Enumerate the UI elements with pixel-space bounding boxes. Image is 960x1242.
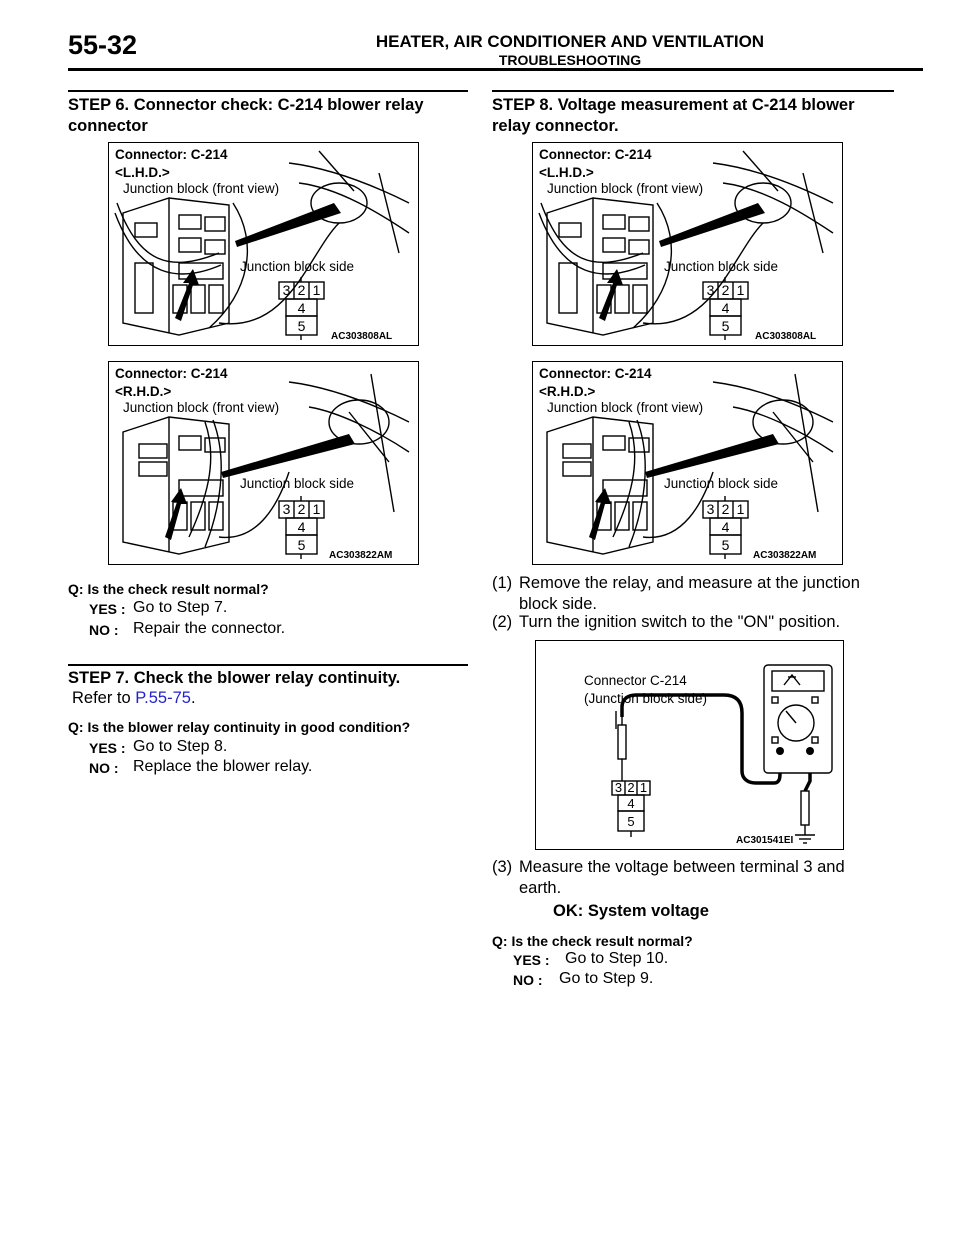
pin-5: 5 [297, 537, 306, 553]
step8-item3: Measure the voltage between terminal 3 and earth. [519, 858, 845, 897]
step7-rule [68, 664, 468, 666]
pin-2: 2 [297, 501, 306, 517]
pin-2: 2 [297, 282, 306, 298]
pin-3: 3 [282, 282, 291, 298]
pin-5: 5 [721, 318, 730, 334]
pin-2: 2 [721, 282, 730, 298]
pin-1: 1 [736, 501, 745, 517]
pin-2: 2 [627, 780, 635, 795]
pin-3: 3 [706, 282, 715, 298]
fig-front-view-label: Junction block (front view) [123, 181, 280, 196]
figure-rhd-step8 [532, 361, 843, 565]
fig-code: AC303822AM [329, 550, 393, 561]
pin-2: 2 [721, 501, 730, 517]
step8-item1: Remove the relay, and measure at the junction block side. [519, 574, 860, 613]
voltmeter-drawing [536, 641, 843, 849]
step7-yes-label: YES : [89, 740, 126, 756]
step8-ok: OK: System voltage [553, 902, 709, 920]
fig-front-view-label: Junction block (front view) [547, 400, 704, 415]
page-number: 55-32 [68, 30, 138, 60]
section-title: HEATER, AIR CONDITIONER AND VENTILATION [375, 32, 765, 51]
step6-no-label: NO : [89, 622, 119, 638]
fig-block-side-label: Junction block side [240, 259, 355, 274]
fig-code: AC303822AM [753, 550, 817, 561]
pin-3: 3 [614, 780, 623, 795]
step7-question: Q: Is the blower relay continuity in good condition? [68, 719, 411, 735]
figure-lhd-step6 [108, 142, 419, 346]
step6-question: Q: Is the check result normal? [68, 581, 269, 597]
pin-1: 1 [312, 501, 321, 517]
pin-4: 4 [721, 519, 730, 535]
pin-3: 3 [282, 501, 291, 517]
fig-block-side-label: Junction block side [240, 476, 355, 491]
step6-yes-label: YES : [89, 601, 126, 617]
step7-refer: Refer to P.55-75. [72, 689, 196, 707]
fig-side-label: <R.H.D.> [115, 384, 172, 399]
pin-1: 1 [639, 780, 648, 795]
meter-connector-label: Connector C-214 [584, 673, 687, 688]
pin-4: 4 [297, 519, 306, 535]
pin-4: 4 [627, 796, 635, 811]
pin-5: 5 [721, 537, 730, 553]
step8-title: STEP 8. Voltage measurement at C-214 blower relay connector. [492, 96, 855, 135]
step7-yes-text: Go to Step 8. [133, 738, 228, 755]
figure-rhd-step6 [108, 361, 419, 565]
fig-code: AC303808AL [331, 331, 393, 342]
step6-rule [68, 90, 468, 92]
fig-side-label: <L.H.D.> [115, 165, 170, 180]
figure-voltmeter [535, 640, 844, 850]
step6-title: STEP 6. Connector check: C-214 blower relay connector [68, 96, 424, 135]
step6-no-text: Repair the connector. [133, 620, 286, 637]
header-rule [68, 68, 923, 71]
fig-front-view-label: Junction block (front view) [547, 181, 704, 196]
pin-5: 5 [297, 318, 306, 334]
step7-no-label: NO : [89, 760, 119, 776]
step7-title: STEP 7. Check the blower relay continuity. [68, 669, 401, 687]
fig-side-label: <L.H.D.> [539, 165, 594, 180]
fig-side-label: <R.H.D.> [539, 384, 596, 399]
meter-junction-label: (Junction block side) [584, 691, 708, 706]
section-subtitle: TROUBLESHOOTING [498, 52, 642, 68]
step8-no-label: NO : [513, 972, 543, 988]
pin-4: 4 [721, 300, 730, 316]
figure-lhd-step8 [532, 142, 843, 346]
pin-3: 3 [706, 501, 715, 517]
fig-connector-label: Connector: C-214 [539, 147, 652, 162]
step8-item2: Turn the ignition switch to the "ON" position. [519, 613, 841, 631]
fig-connector-label: Connector: C-214 [539, 366, 652, 381]
fig-code: AC303808AL [755, 331, 817, 342]
pin-1: 1 [312, 282, 321, 298]
pin-4: 4 [297, 300, 306, 316]
fig-code: AC301541EI [736, 835, 794, 846]
step8-no-text: Go to Step 9. [559, 970, 654, 987]
step8-rule [492, 90, 894, 92]
page-link[interactable]: P.55-75 [135, 689, 191, 707]
pin-1: 1 [736, 282, 745, 298]
step8-item1-num: (1) [492, 574, 513, 592]
step8-question: Q: Is the check result normal? [492, 933, 693, 949]
pin-5: 5 [627, 814, 635, 829]
step8-yes-text: Go to Step 10. [565, 950, 669, 967]
fig-block-side-label: Junction block side [664, 476, 779, 491]
fig-connector-label: Connector: C-214 [115, 366, 228, 381]
step7-no-text: Replace the blower relay. [133, 758, 313, 775]
fig-connector-label: Connector: C-214 [115, 147, 228, 162]
step8-item2-num: (2) [492, 613, 513, 631]
fig-block-side-label: Junction block side [664, 259, 779, 274]
step8-item3-num: (3) [492, 858, 513, 876]
step8-yes-label: YES : [513, 952, 550, 968]
step6-yes-text: Go to Step 7. [133, 599, 228, 616]
fig-front-view-label: Junction block (front view) [123, 400, 280, 415]
